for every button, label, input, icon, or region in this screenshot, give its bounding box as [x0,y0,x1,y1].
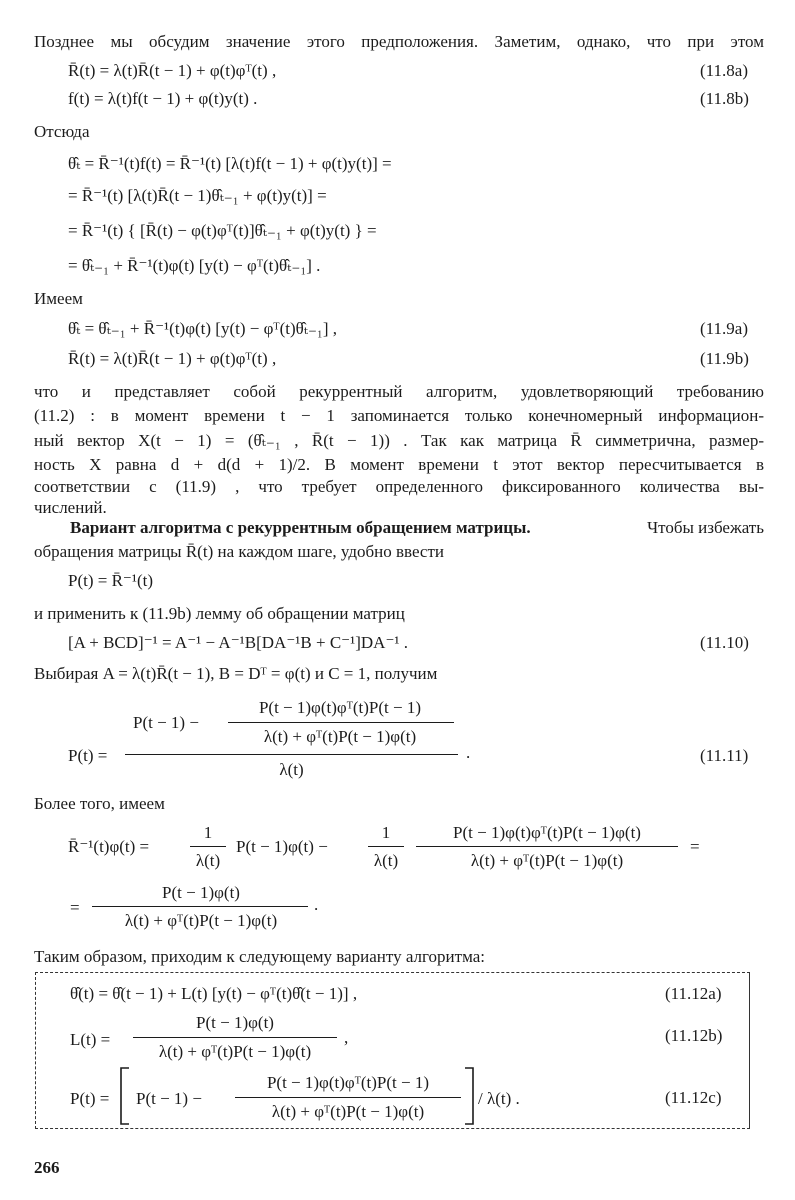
variant-heading: Вариант алгоритма с рекуррентным обращением матрицы. [70,518,531,537]
equation-inverse-numerator: P(t − 1)φ(t)φᵀ(t)P(t − 1)φ(t) [453,823,641,842]
paragraph-line: ный вектор X(t − 1) = (θ̂ₜ₋₁ , R̄(t − 1)) . Так как матрица R̄ симметрична, размер- [34,431,764,450]
equals-sign: = [70,898,80,917]
equation-number-11-12a: (11.12a) [665,984,722,1003]
equation-11-9b: R̄(t) = λ(t)R̄(t − 1) + φ(t)φᵀ(t) , [68,349,277,368]
right-bracket [462,1066,476,1126]
fraction-bar [368,846,404,847]
equation-number-11-12b: (11.12b) [665,1026,723,1045]
equation-11-12c-numerator-part: P(t − 1) − [136,1089,202,1108]
equation-11-12c-inner-denominator: λ(t) + φᵀ(t)P(t − 1)φ(t) [271,1102,425,1121]
equation-11-9a: θ̂ₜ = θ̂ₜ₋₁ + R̄⁻¹(t)φ(t) [y(t) − φᵀ(t)θ̂ₜ₋₁] , [68,319,338,338]
fraction-bar [133,1037,337,1038]
equation-inverse-result-denominator: λ(t) + φᵀ(t)P(t − 1)φ(t) [124,911,278,930]
derivation-line-2: = R̄⁻¹(t) [λ(t)R̄(t − 1)θ̂ₜ₋₁ + φ(t)y(t)] = [68,186,327,205]
equation-11-12b-denominator: λ(t) + φᵀ(t)P(t − 1)φ(t) [158,1042,312,1061]
fraction-lambda: λ(t) [373,851,399,870]
equation-11-8a: R̄(t) = λ(t)R̄(t − 1) + φ(t)φᵀ(t) , [68,61,277,80]
derivation-line-4: = θ̂ₜ₋₁ + R̄⁻¹(t)φ(t) [y(t) − φᵀ(t)θ̂ₜ₋₁] . [68,256,321,275]
paragraph-line: соответствии с (11.9) , что требует определенного фиксированного количества вы- [34,477,764,496]
variant-heading-rest: Чтобы избежать [647,518,764,537]
imeem-label: Имеем [34,289,83,308]
equation-number-11-9b: (11.9b) [700,349,749,368]
paragraph-line: числений. [34,498,107,517]
fraction-one: 1 [203,823,213,842]
paragraph-line: и применить к (11.9b) лемму об обращении матриц [34,604,405,623]
paragraph-line: (11.2) : в момент времени t − 1 запоминается только конечномерный информацион- [34,406,764,425]
fraction-bar [190,846,226,847]
equation-number-11-11: (11.11) [700,746,749,765]
equation-11-11-lhs: P(t) = [68,746,108,765]
equation-inverse-middle: P(t − 1)φ(t) − [236,837,328,856]
fraction-lambda: λ(t) [195,851,221,870]
otsyuda-label: Отсюда [34,122,90,141]
fraction-bar [416,846,678,847]
paragraph-line: Таким образом, приходим к следующему варианту алгоритма: [34,947,485,966]
equation-number-11-8b: (11.8b) [700,89,749,108]
fraction-bar [92,906,308,907]
equation-11-11-period: . [466,743,471,762]
paragraph-line: Выбирая A = λ(t)R̄(t − 1), B = Dᵀ = φ(t) и C = 1, получим [34,664,438,683]
equation-period: . [314,895,319,914]
equation-comma: , [344,1028,349,1047]
left-bracket [118,1066,132,1126]
equation-11-12c-tail: / λ(t) . [478,1089,520,1108]
paragraph-line: ность X равна d + d(d + 1)/2. В момент времени t этот вектор пересчитывается в [34,455,764,474]
equation-inverse-denominator: λ(t) + φᵀ(t)P(t − 1)φ(t) [470,851,624,870]
intro-line: Позднее мы обсудим значение этого предположения. Заметим, однако, что при этом [34,32,764,51]
equation-number-11-8a: (11.8a) [700,61,748,80]
equation-number-11-12c: (11.12c) [665,1088,722,1107]
fraction-one: 1 [381,823,391,842]
equation-11-11-numerator-part: P(t − 1) − [133,713,199,732]
equation-11-12a: θ̂(t) = θ̂(t − 1) + L(t) [y(t) − φᵀ(t)θ̂(t − 1)] , [70,984,358,1003]
equation-P-definition: P(t) = R̄⁻¹(t) [68,571,154,590]
equation-11-11-denominator: λ(t) [279,760,304,779]
equation-number-11-9a: (11.9a) [700,319,748,338]
equation-11-8b: f(t) = λ(t)f(t − 1) + φ(t)y(t) . [68,89,258,108]
equation-11-11-inner-numerator: P(t − 1)φ(t)φᵀ(t)P(t − 1) [258,698,422,717]
derivation-line-1: θ̂ₜ = R̄⁻¹(t)f(t) = R̄⁻¹(t) [λ(t)f(t − 1) + φ(t)y(t)] = [68,154,392,173]
paragraph-line: Более того, имеем [34,794,165,813]
fraction-bar [125,754,458,755]
fraction-bar [228,722,454,723]
equation-number-11-10: (11.10) [700,633,749,652]
equals-sign: = [690,837,700,856]
equation-11-12b-numerator: P(t − 1)φ(t) [196,1013,274,1032]
equation-inverse-result-numerator: P(t − 1)φ(t) [162,883,240,902]
equation-11-12c-lhs: P(t) = [70,1089,110,1108]
equation-11-10: [A + BCD]⁻¹ = A⁻¹ − A⁻¹B[DA⁻¹B + C⁻¹]DA⁻¹ . [68,633,409,652]
paragraph-line: обращения матрицы R̄(t) на каждом шаге, удобно ввести [34,542,445,561]
derivation-line-3: = R̄⁻¹(t) { [R̄(t) − φ(t)φᵀ(t)]θ̂ₜ₋₁ + φ(t)y(t) } = [68,221,377,240]
page-number: 266 [34,1158,60,1177]
equation-11-12c-inner-numerator: P(t − 1)φ(t)φᵀ(t)P(t − 1) [266,1073,430,1092]
equation-11-12b-lhs: L(t) = [70,1030,111,1049]
equation-inverse-lhs: R̄⁻¹(t)φ(t) = [68,837,150,856]
paragraph-variant-heading [70,517,764,539]
equation-11-11-inner-denominator: λ(t) + φᵀ(t)P(t − 1)φ(t) [263,727,417,746]
fraction-bar [235,1097,461,1098]
paragraph-line: что и представляет собой рекуррентный алгоритм, удовлетворяющий требованию [34,382,764,401]
